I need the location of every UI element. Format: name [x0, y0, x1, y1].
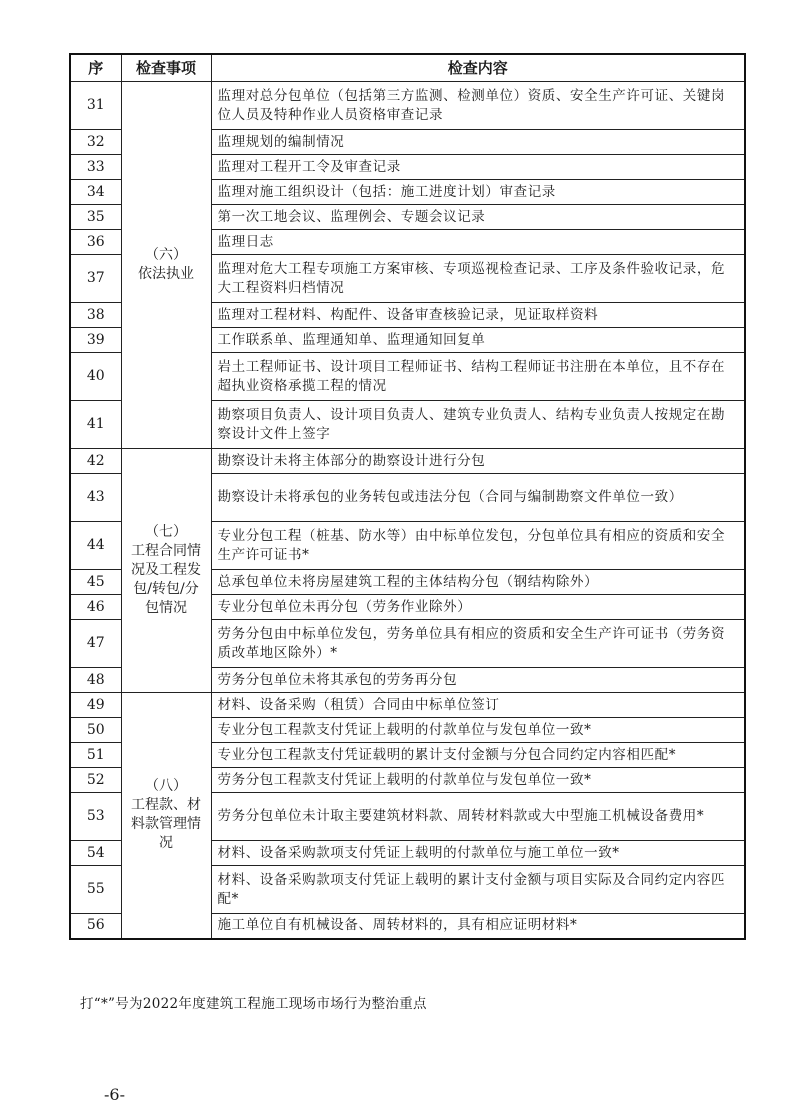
- row-content: 监理对工程开工令及审查记录: [211, 155, 745, 180]
- category-cell: [121, 693, 211, 939]
- row-content: 劳务分包单位未将其承包的劳务再分包: [211, 668, 745, 693]
- row-number: 51: [70, 743, 121, 768]
- category-line: 况及工程发: [131, 562, 201, 578]
- row-content: 勘察设计未将主体部分的勘察设计进行分包: [211, 449, 745, 474]
- row-content: 劳务分包工程款支付凭证上载明的付款单位与发包单位一致*: [211, 768, 745, 793]
- category-line: （八）: [145, 778, 187, 795]
- row-number: 47: [70, 620, 121, 668]
- row-content: 勘察项目负责人、设计项目负责人、建筑专业负责人、结构专业负责人按规定在勘察设计文件上签字: [211, 401, 745, 449]
- row-content: 监理日志: [211, 230, 745, 255]
- category-cell: [121, 449, 211, 693]
- row-content: 工作联系单、监理通知单、监理通知回复单: [211, 328, 745, 353]
- row-number: 33: [70, 155, 121, 180]
- row-content: 岩土工程师证书、设计项目工程师证书、结构工程师证书注册在本单位，且不存在超执业资格承揽工程的情况: [211, 353, 745, 401]
- table-row: [70, 693, 745, 718]
- row-content: 材料、设备采购（租赁）合同由中标单位签订: [211, 693, 745, 718]
- row-number: 45: [70, 570, 121, 595]
- row-content: 监理规划的编制情况: [211, 130, 745, 155]
- category-line: 料款管理情: [131, 816, 201, 833]
- row-content: 第一次工地会议、监理例会、专题会议记录: [211, 205, 745, 230]
- row-content: 劳务分包单位未计取主要建筑材料款、周转材料款或大中型施工机械设备费用*: [211, 793, 745, 841]
- row-number: 37: [70, 255, 121, 303]
- row-number: 48: [70, 668, 121, 693]
- category-line: 工程款、材: [131, 797, 201, 814]
- row-content: 监理对施工组织设计（包括：施工进度计划）审查记录: [211, 180, 745, 205]
- row-content: 施工单位自有机械设备、周转材料的，具有相应证明材料*: [211, 914, 745, 939]
- row-number: 56: [70, 914, 121, 939]
- row-number: 36: [70, 230, 121, 255]
- row-content: 监理对工程材料、构配件、设备审查核验记录，见证取样资料: [211, 303, 745, 328]
- row-number: 32: [70, 130, 121, 155]
- row-content: 材料、设备采购款项支付凭证上载明的付款单位与施工单位一致*: [211, 841, 745, 866]
- row-number: 41: [70, 401, 121, 449]
- header-category: 检查事项: [121, 54, 211, 82]
- row-content: 专业分包单位未再分包（劳务作业除外）: [211, 595, 745, 620]
- row-number: 38: [70, 303, 121, 328]
- inspection-table: [69, 53, 746, 940]
- row-number: 40: [70, 353, 121, 401]
- category-line: 包/转包/分: [133, 581, 199, 597]
- row-content: 监理对总分包单位（包括第三方监测、检测单位）资质、安全生产许可证、关键岗位人员及特种作业人员资格审查记录: [211, 82, 745, 130]
- row-content: 总承包单位未将房屋建筑工程的主体结构分包（钢结构除外）: [211, 570, 745, 595]
- header-number: 序: [70, 54, 121, 82]
- row-number: 34: [70, 180, 121, 205]
- category-line: 依法执业: [138, 266, 194, 282]
- category-line: （六）: [145, 247, 187, 263]
- category-cell: [121, 82, 211, 449]
- header-row: [70, 54, 745, 82]
- row-number: 52: [70, 768, 121, 793]
- category-line: 工程合同情: [131, 543, 201, 559]
- row-number: 42: [70, 449, 121, 474]
- row-number: 31: [70, 82, 121, 130]
- row-number: 50: [70, 718, 121, 743]
- row-content: 勘察设计未将承包的业务转包或违法分包（合同与编制勘察文件单位一致）: [211, 474, 745, 522]
- row-number: 55: [70, 866, 121, 914]
- row-number: 46: [70, 595, 121, 620]
- row-number: 49: [70, 693, 121, 718]
- row-number: 44: [70, 522, 121, 570]
- table-row: [70, 82, 745, 130]
- row-content: 劳务分包由中标单位发包，劳务单位具有相应的资质和安全生产许可证书（劳务资质改革地区除外）*: [211, 620, 745, 668]
- row-number: 43: [70, 474, 121, 522]
- row-content: 材料、设备采购款项支付凭证上载明的累计支付金额与项目实际及合同约定内容匹配*: [211, 866, 745, 914]
- row-number: 53: [70, 793, 121, 841]
- row-content: 专业分包工程款支付凭证载明的累计支付金额与分包合同约定内容相匹配*: [211, 743, 745, 768]
- header-content: 检查内容: [211, 54, 745, 82]
- category-line: 况: [159, 835, 173, 852]
- footnote: 打“*”号为2022年度建筑工程施工现场市场行为整治重点: [80, 996, 427, 1012]
- row-number: 35: [70, 205, 121, 230]
- row-content: 监理对危大工程专项施工方案审核、专项巡视检查记录、工序及条件验收记录，危大工程资料归档情况: [211, 255, 745, 303]
- row-content: 专业分包工程款支付凭证上载明的付款单位与发包单位一致*: [211, 718, 745, 743]
- row-content: 专业分包工程（桩基、防水等）由中标单位发包，分包单位具有相应的资质和安全生产许可证书*: [211, 522, 745, 570]
- category-line: （七）: [145, 524, 187, 540]
- row-number: 39: [70, 328, 121, 353]
- row-number: 54: [70, 841, 121, 866]
- category-line: 包情况: [145, 600, 187, 616]
- table-row: [70, 449, 745, 474]
- page-number: -6-: [104, 1085, 125, 1104]
